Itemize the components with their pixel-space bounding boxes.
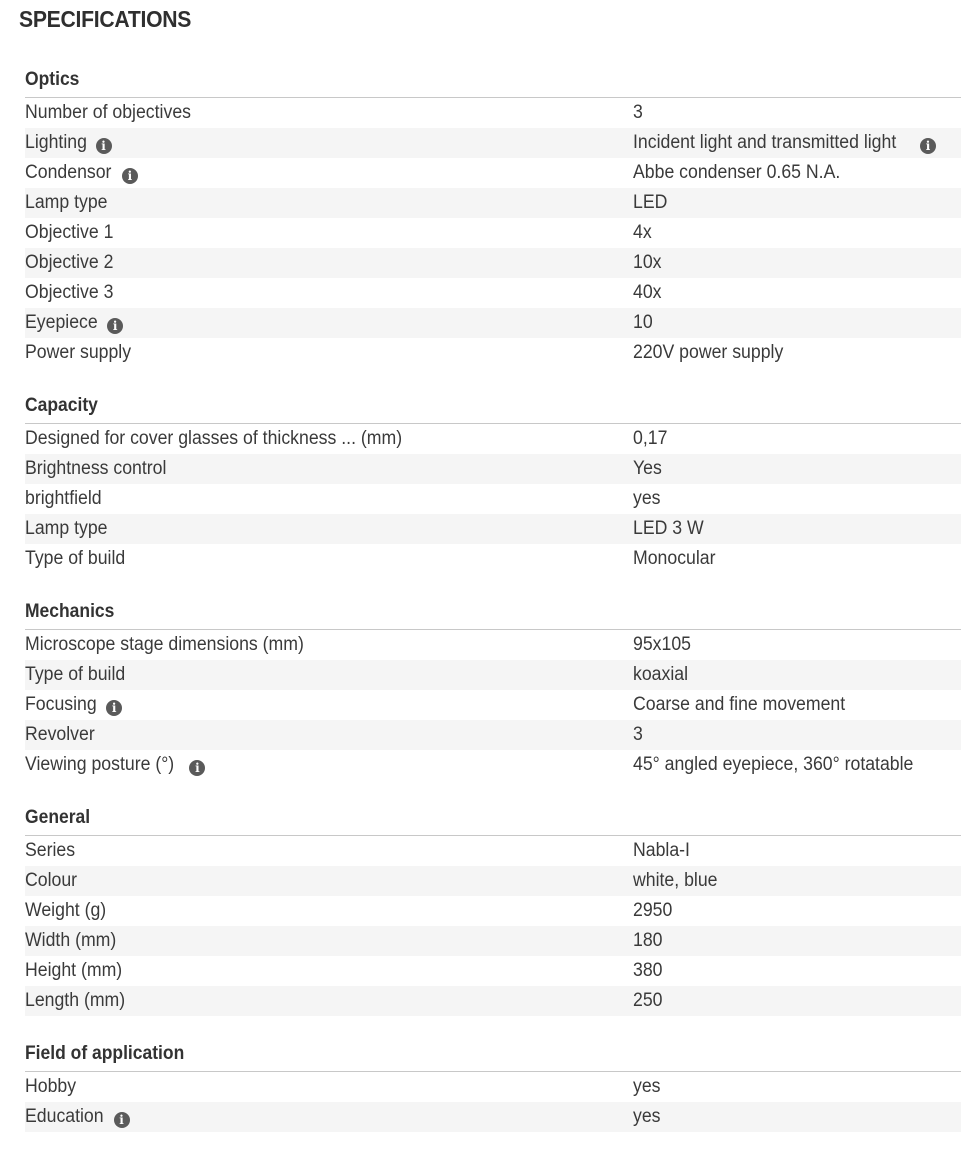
spec-value-cell [633,98,961,128]
spec-label: Viewing posture (°) [25,754,175,775]
spec-value-cell [633,750,961,780]
spec-label-cell [25,926,633,956]
spec-row [25,750,961,780]
spec-row [25,278,961,308]
spec-label-cell [25,896,633,926]
spec-label-cell [25,660,633,690]
info-icon[interactable]: i [106,700,122,716]
spec-rows [25,1072,961,1132]
spec-label-cell [25,128,633,158]
spec-value: 180 [633,930,663,951]
spec-label-cell [25,866,633,896]
spec-value-cell [633,454,961,484]
spec-label: Designed for cover glasses of thickness ... (mm) [25,428,403,449]
spec-label: Lamp type [25,518,108,539]
spec-value-cell [633,514,961,544]
spec-row [25,424,961,454]
spec-label-cell [25,424,633,454]
spec-label-cell [25,630,633,660]
spec-row [25,98,961,128]
spec-row [25,630,961,660]
spec-value-cell [633,866,961,896]
section-heading-text: Capacity [25,395,98,416]
spec-value-cell [633,248,961,278]
spec-label-cell [25,308,633,338]
spec-label: Condensor [25,162,112,183]
spec-value: 250 [633,990,663,1011]
spec-label-cell [25,690,633,720]
spec-label-cell [25,454,633,484]
spec-value-cell [633,896,961,926]
spec-value-cell [633,720,961,750]
spec-value: Abbe condenser 0.65 N.A. [633,162,841,183]
spec-label: Focusing [25,694,97,715]
spec-label: Width (mm) [25,930,117,951]
spec-rows [25,630,961,780]
spec-label: Hobby [25,1076,77,1097]
spec-section [25,64,961,368]
spec-row [25,1072,961,1102]
spec-value-cell [633,308,961,338]
spec-row [25,484,961,514]
spec-row [25,544,961,574]
spec-label-cell [25,338,633,368]
spec-label: brightfield [25,488,102,509]
spec-value: LED 3 W [633,518,704,539]
info-icon[interactable]: i [96,138,112,154]
section-heading-text: General [25,807,91,828]
spec-label: Revolver [25,724,95,745]
spec-value-cell [633,1072,961,1102]
spec-value-cell [633,484,961,514]
spec-label-cell [25,720,633,750]
spec-value: 40x [633,282,662,303]
spec-value-cell [633,630,961,660]
info-icon[interactable]: i [114,1112,130,1128]
spec-value: 2950 [633,900,673,921]
section-heading-text: Optics [25,69,80,90]
spec-label: Objective 2 [25,252,114,273]
spec-label-cell [25,248,633,278]
spec-label: Type of build [25,548,126,569]
spec-rows [25,98,961,368]
spec-label-cell [25,514,633,544]
spec-label-cell [25,218,633,248]
spec-value: Monocular [633,548,716,569]
spec-label: Lamp type [25,192,108,213]
spec-label-cell [25,1102,633,1132]
spec-row [25,866,961,896]
spec-value-cell [633,660,961,690]
spec-value-cell [633,158,961,188]
specifications-table [25,64,961,1154]
spec-value: 95x105 [633,634,691,655]
info-icon[interactable]: i [920,138,936,154]
spec-label-cell [25,158,633,188]
info-icon[interactable]: i [107,318,123,334]
spec-label: Brightness control [25,458,167,479]
spec-value: Nabla-I [633,840,690,861]
spec-value: 220V power supply [633,342,784,363]
spec-rows [25,424,961,574]
spec-value: Coarse and fine movement [633,694,846,715]
spec-row [25,248,961,278]
spec-value-cell [633,424,961,454]
section-heading [25,596,961,630]
spec-label-cell [25,836,633,866]
spec-label: Colour [25,870,78,891]
spec-label: Weight (g) [25,900,107,921]
spec-value-cell [633,218,961,248]
spec-label-cell [25,278,633,308]
spec-value: 10x [633,252,662,273]
spec-row [25,690,961,720]
spec-section [25,1038,961,1132]
spec-label: Type of build [25,664,126,685]
spec-value-cell [633,836,961,866]
spec-value-cell [633,986,961,1016]
spec-row [25,1102,961,1132]
spec-row [25,896,961,926]
spec-label: Microscope stage dimensions (mm) [25,634,304,655]
spec-value: 45° angled eyepiece, 360° rotatable [633,754,914,775]
spec-row [25,660,961,690]
spec-section [25,390,961,574]
spec-value: yes [633,1076,661,1097]
spec-label: Series [25,840,76,861]
spec-label: Height (mm) [25,960,123,981]
spec-row [25,956,961,986]
spec-row [25,836,961,866]
spec-value-cell [633,956,961,986]
spec-label: Length (mm) [25,990,126,1011]
spec-row [25,338,961,368]
spec-value: 380 [633,960,663,981]
spec-row [25,514,961,544]
info-icon[interactable]: i [122,168,138,184]
spec-label: Education [25,1106,104,1127]
info-icon[interactable]: i [189,760,205,776]
spec-row [25,158,961,188]
spec-section [25,802,961,1016]
spec-value: white, blue [633,870,718,891]
spec-value: koaxial [633,664,689,685]
spec-row [25,986,961,1016]
spec-label-cell [25,750,633,780]
spec-row [25,308,961,338]
spec-row [25,926,961,956]
spec-value-cell [633,278,961,308]
section-heading [25,1038,961,1072]
section-heading-text: Field of application [25,1043,185,1064]
spec-value-cell [633,338,961,368]
spec-value: yes [633,488,661,509]
page-title: SPECIFICATIONS [19,6,192,32]
spec-value-cell [633,128,961,158]
spec-row [25,454,961,484]
spec-value-cell [633,690,961,720]
spec-value: 10 [633,312,653,333]
spec-label-cell [25,956,633,986]
spec-label-cell [25,188,633,218]
spec-row [25,720,961,750]
spec-rows [25,836,961,1016]
section-heading-text: Mechanics [25,601,115,622]
spec-label-cell [25,98,633,128]
spec-value: yes [633,1106,661,1127]
spec-value: 3 [633,102,643,123]
spec-label: Eyepiece [25,312,98,333]
spec-value-cell [633,188,961,218]
spec-label-cell [25,484,633,514]
spec-value-cell [633,544,961,574]
spec-value: 3 [633,724,643,745]
spec-value-cell [633,926,961,956]
spec-row [25,218,961,248]
section-heading [25,390,961,424]
spec-value: 0,17 [633,428,668,449]
spec-row [25,188,961,218]
spec-value: Incident light and transmitted light [633,132,897,153]
section-heading [25,802,961,836]
spec-label: Number of objectives [25,102,191,123]
spec-section [25,596,961,780]
section-heading [25,64,961,98]
spec-value-cell [633,1102,961,1132]
spec-value: Yes [633,458,662,479]
spec-label-cell [25,986,633,1016]
spec-label: Objective 1 [25,222,114,243]
spec-value: LED [633,192,668,213]
spec-label: Power supply [25,342,132,363]
spec-label-cell [25,544,633,574]
spec-label-cell [25,1072,633,1102]
spec-row [25,128,961,158]
spec-label: Objective 3 [25,282,114,303]
spec-label: Lighting [25,132,87,153]
spec-value: 4x [633,222,652,243]
